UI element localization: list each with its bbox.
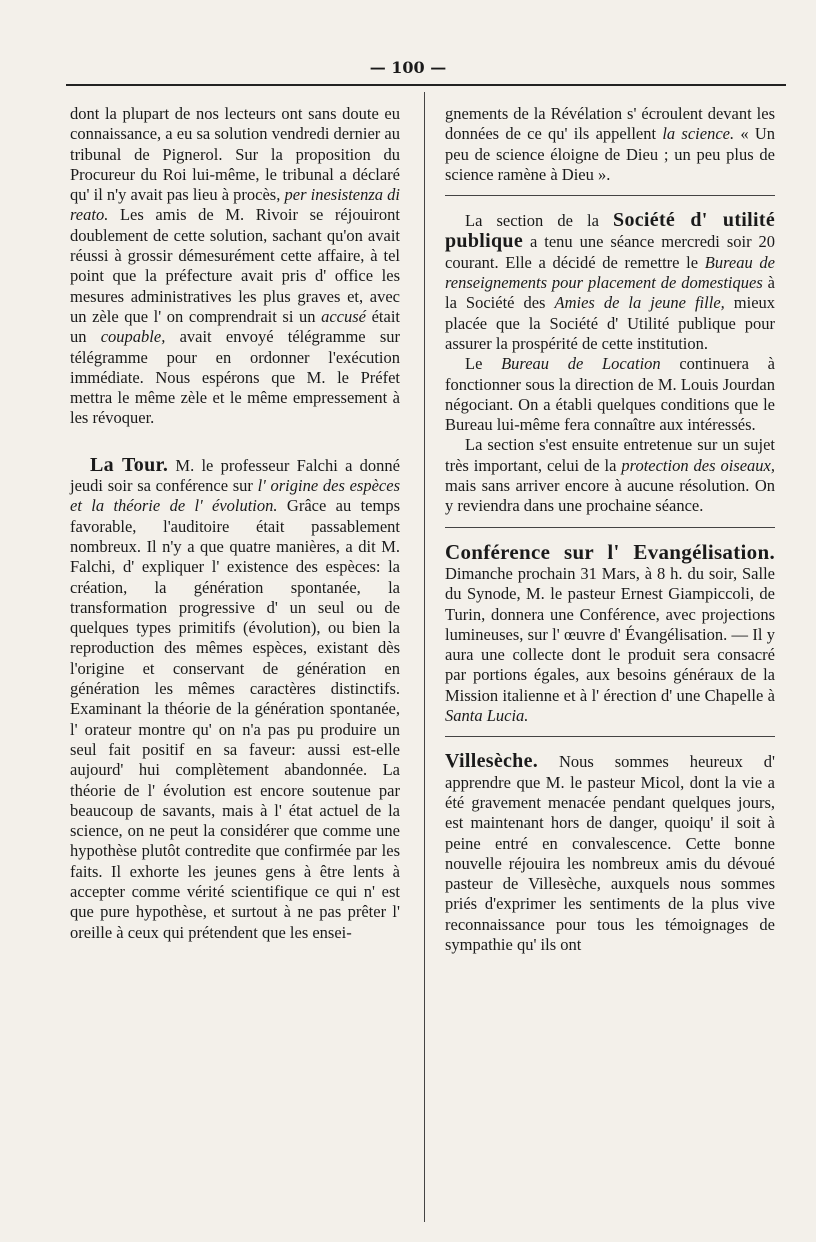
section-heading-la-tour: La Tour. <box>90 453 169 476</box>
paragraph-revelation: gnements de la Révélation s' écroulent devant les données de ce qu' ils appellent la science. « Un peu de science éloigne de Dieu ; un peu plus de science ramène à Dieu ». <box>445 104 776 184</box>
column-divider <box>424 92 425 1222</box>
paragraph-societe: La section de la Société d' utilité publique a tenu une séance mercredi soir 20 courant. Elle a décidé de remettre le Bureau de renseignements pour placement de domestiques à la Société des Amies de la jeune fille, mieux placée que la Société d' Utilité publique pour assurer la prospérité de cette institution. <box>445 209 776 353</box>
paragraph-conference: Conférence sur l' Evangélisation. Dimanche prochain 31 Mars, à 8 h. du soir, Salle du Synode, M. le pasteur Ernest Giampiccoli, de Turin, donnera une Conférence, avec projections lumineuses, sur l' œuvre d' Évangélisation. — Il y aura une collecte dont le produit sera consacré par portions égales, aux besoins généraux de la Mission italienne et à l' érection d' une Chapelle à Santa Lucia. <box>445 539 775 726</box>
header-rule <box>66 84 786 86</box>
paragraph-villeseche: Villesèche. Nous sommes heureux d' apprendre que M. le pasteur Micol, dont la vie a été gravement menacée pendant quelques jours, est maintenant hors de danger, quoiqu' il soit à peine entré en convalescence. Cette bonne nouvelle réjouira les nombreux amis du dévoué pasteur de Villesèche, auxquels nous sommes priés d'exprimer les sentiments de la plus vive reconnaissance pour tous les témoignages de sympathie qu' ils ont <box>445 750 775 954</box>
left-column <box>70 104 400 943</box>
section-rule <box>445 736 775 737</box>
paragraph-bureau-location: Le Bureau de Location continuera à fonctionner sous la direction de M. Louis Jourdan négociant. On a établi quelques conditions que le Bureau lui-même fera connaître aux intéressés. <box>445 354 776 435</box>
section-heading-conference: Conférence sur l' Evangélisation. <box>445 539 775 564</box>
section-heading-societe: Société d' utilité publique <box>445 209 776 253</box>
paragraph-la-tour: La Tour. M. le professeur Falchi a donné jeudi soir sa conférence sur l' origine des espèces et la théorie de l' évolution. Grâce au temps favorable, l'auditoire était passablement nombreux. Il n'y a que quatre manières, a dit M. Falchi, d' expliquer l' existence des espèces: la création, la génération spontanée, la transformation progressive d' un seul ou de quelques types primitifs (évolution), ou bien la reproduction des mêmes espèces, existant dès l'origine et conservant de génération en génération les mêmes caractères distinctifs. Examinant la théorie de la génération spontanée, l' orateur montre qu' on n'a pas pu produire un seul fait positif en sa faveur: aussi est-elle aujourd' hui complètement abandonnée. La théorie de l' évolution est encore soutenue par beaucoup de savants, mais à l' état actuel de la science, on ne peut la considérer que comme une hypothèse plutôt contredite que confirmée par les faits. Il exhorte les jeunes gens à être lents à accepter comme vérité scientifique ce qui n' est que pure hypothèse, et surtout à ne pas prêter l' oreille à ceux qui prétendent que les ensei- <box>70 453 401 942</box>
paragraph-oiseaux: La section s'est ensuite entretenue sur un sujet très important, celui de la protection des oiseaux, mais sans arriver encore à aucune résolution. On y reviendra dans une prochaine séance. <box>445 435 776 516</box>
right-column <box>445 104 775 955</box>
paragraph-rivoir: dont la plupart de nos lecteurs ont sans doute eu connaissance, a eu sa solution vendredi dernier au tribunal de Pignerol. Sur la proposition du Procureur du Roi lui-même, le tribunal a déclaré qu' il n'y avait pas lieu à procès, per inesistenza di reato. Les amis de M. Rivoir se réjouiront doublement de cette solution, sachant qu'on avait réussi à grossir démesurément cette affaire, à tel point que la préfecture avait pris d' office les mesures administratives les plus graves et, avec un zèle que l' on comprendrait si un accusé était un coupable, avait envoyé télégramme sur télégramme pour en ordonner l'exécution immédiate. Nous espérons que M. le Préfet mettra le même zèle et le même empressement à les révoquer. <box>70 104 401 428</box>
section-rule <box>445 195 775 196</box>
section-heading-villeseche: Villesèche. <box>445 750 539 773</box>
page-number: — 100 — <box>369 58 447 77</box>
section-rule <box>445 527 775 528</box>
